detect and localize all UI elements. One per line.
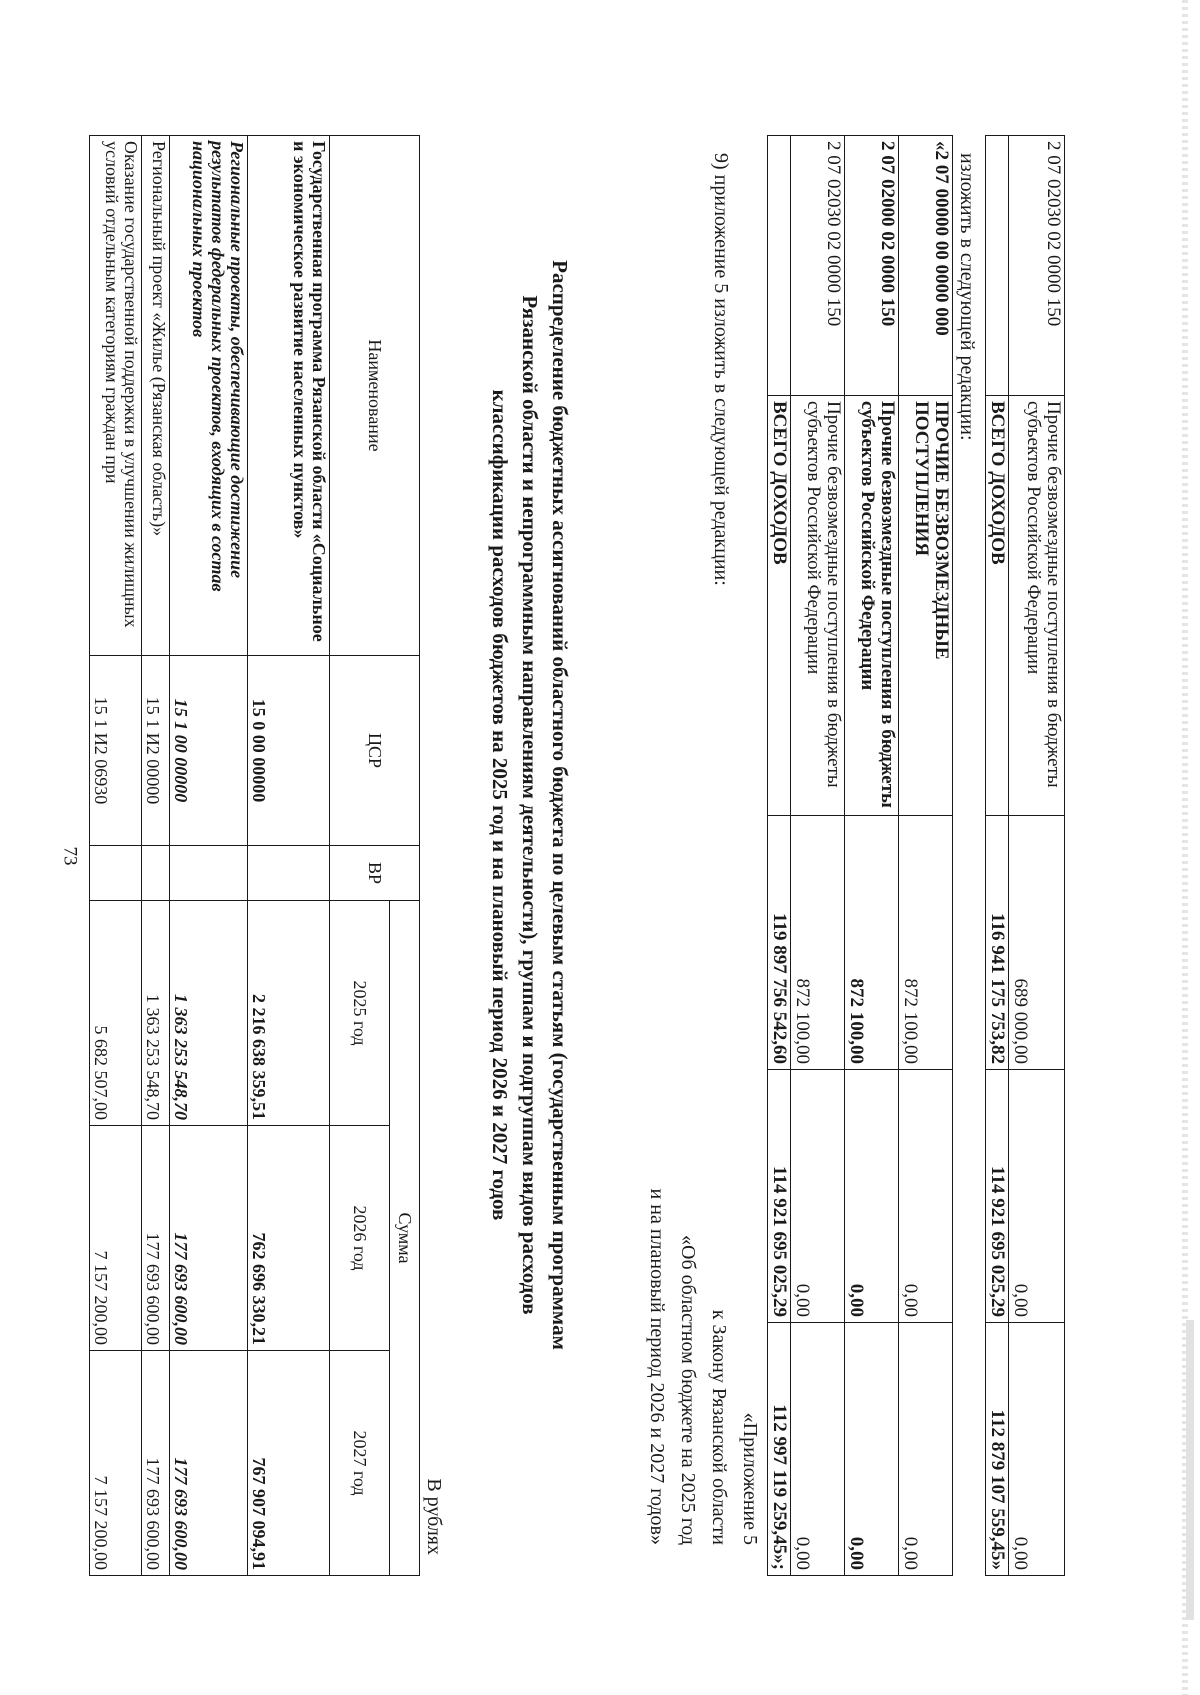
revenue-total-label: ВСЕГО ДОХОДОВ — [986, 396, 1009, 816]
revenue-2025: 872 100,00 — [899, 816, 953, 1070]
table-header-row — [390, 136, 420, 1576]
scan-margin-mark — [1186, 1320, 1194, 1620]
expense-name: Региональный проект «Жилье (Рязанская область)» — [142, 136, 170, 656]
expense-2027: 767 907 094,91 — [248, 1351, 330, 1576]
revenue-name: Прочие безвозмездные поступления в бюджеты субъектов Российской Федерации — [1009, 396, 1065, 816]
document-title — [485, 135, 575, 1475]
expense-2026: 7 157 200,00 — [90, 1126, 142, 1351]
revenue-2027: 0,00 — [1009, 1323, 1065, 1576]
header-vr: ВР — [330, 846, 420, 901]
revenue-total-2025: 119 897 756 542,60 — [768, 816, 791, 1070]
expense-name: Государственная программа Рязанской области «Социальное и экономическое развитие населенных пунктов» — [248, 136, 330, 656]
expense-name: Региональные проекты, обеспечивающие достижение результатов федеральных проектов, входящих в состав национальных проектов — [170, 136, 248, 656]
table-row — [986, 136, 1009, 1576]
revenue-code — [768, 136, 791, 396]
rotated-document-page — [0, 45, 1075, 1640]
header-2025: 2025 год — [330, 901, 390, 1126]
revenue-code: «2 07 00000 00 0000 000 — [899, 136, 953, 396]
header-2027: 2027 год — [330, 1351, 390, 1576]
expense-vr — [248, 846, 330, 901]
appendix-header — [641, 1145, 765, 1545]
expense-2027: 177 693 600,00 — [142, 1351, 170, 1576]
revenue-2025: 872 100,00 — [845, 816, 899, 1070]
expense-2025: 5 682 507,00 — [90, 901, 142, 1126]
revenue-code — [986, 136, 1009, 396]
table-row — [899, 136, 953, 1576]
expense-2026: 177 693 600,00 — [142, 1126, 170, 1351]
expense-2027: 177 693 600,00 — [170, 1351, 248, 1576]
revenue-2026: 0,00 — [899, 1070, 953, 1323]
revenue-2027: 0,00 — [845, 1323, 899, 1576]
title-line-1: Распределение бюджетных ассигнований областного бюджета по целевым статьям (государственным программам — [548, 260, 572, 1350]
revenue-2025: 872 100,00 — [791, 816, 845, 1070]
expense-csr: 15 1 И2 06930 — [90, 656, 142, 846]
header-csr: ЦСР — [330, 656, 420, 846]
appendix-line-4: и на плановый период 2026 и 2027 годов» — [646, 1188, 668, 1545]
page-number: 73 — [59, 846, 81, 866]
appendix-line-2: к Закону Рязанской области — [708, 1309, 730, 1545]
revenue-2025: 689 000,00 — [1009, 816, 1065, 1070]
revenue-2027: 0,00 — [791, 1323, 845, 1576]
appendix-line-3: «Об областном бюджете на 2025 год — [677, 1235, 699, 1545]
unit-label: В рублях — [423, 1478, 445, 1555]
table-row — [845, 136, 899, 1576]
revenue-name: Прочие безвозмездные поступления в бюджеты субъектов Российской Федерации — [845, 396, 899, 816]
appendix-line-1: «Приложение 5 — [739, 1412, 761, 1545]
revenue-total-2027: 112 997 119 259,45»; — [768, 1323, 791, 1576]
revenue-name: Прочие безвозмездные поступления в бюджеты субъектов Российской Федерации — [791, 396, 845, 816]
expense-2026: 177 693 600,00 — [170, 1126, 248, 1351]
expense-2025: 1 363 253 548,70 — [170, 901, 248, 1126]
expense-2025: 1 363 253 548,70 — [142, 901, 170, 1126]
expense-vr — [170, 846, 248, 901]
expense-vr — [90, 846, 142, 901]
expense-vr — [142, 846, 170, 901]
revenue-2026: 0,00 — [1009, 1070, 1065, 1323]
revenue-name: ПРОЧИЕ БЕЗВОЗМЕЗДНЫЕ ПОСТУПЛЕНИЯ — [899, 396, 953, 816]
expense-table — [89, 135, 420, 1576]
table-row — [768, 136, 791, 1576]
expense-name: Оказание государственной поддержки в улучшении жилищных условий отдельным категориям граждан при — [90, 136, 142, 656]
revenue-total-2026: 114 921 695 025,29 — [768, 1070, 791, 1323]
revenue-table-old — [985, 135, 1065, 1576]
expense-2026: 762 696 330,21 — [248, 1126, 330, 1351]
expense-2027: 7 157 200,00 — [90, 1351, 142, 1576]
title-line-2: Рязанской области и непрограммным направлениям деятельности), группам и подгруппам видов расходов — [518, 295, 542, 1315]
revenue-table-new — [767, 135, 953, 1576]
table-row — [170, 136, 248, 1576]
expense-2025: 2 216 638 359,51 — [248, 901, 330, 1126]
revenue-total-2027: 112 879 107 559,45» — [986, 1323, 1009, 1576]
revenue-code: 2 07 02030 02 0000 150 — [791, 136, 845, 396]
caption-new-edition: изложить в следующей редакции: — [956, 153, 978, 441]
expense-csr: 15 0 00 00000 — [248, 656, 330, 846]
expense-csr: 15 1 И2 00000 — [142, 656, 170, 846]
revenue-total-2026: 114 921 695 025,29 — [986, 1070, 1009, 1323]
expense-csr: 15 1 00 00000 — [170, 656, 248, 846]
header-name: Наименование — [330, 136, 420, 656]
revenue-total-2025: 116 941 175 753,82 — [986, 816, 1009, 1070]
revenue-2026: 0,00 — [845, 1070, 899, 1323]
table-row — [791, 136, 845, 1576]
revenue-2027: 0,00 — [899, 1323, 953, 1576]
header-sum: Сумма — [390, 901, 420, 1576]
table-row — [142, 136, 170, 1576]
table-row — [248, 136, 330, 1576]
revenue-code: 2 07 02030 02 0000 150 — [1009, 136, 1065, 396]
revenue-total-label: ВСЕГО ДОХОДОВ — [768, 396, 791, 816]
item-9-text: 9) приложение 5 изложить в следующей редакции: — [710, 153, 732, 586]
table-row — [90, 136, 142, 1576]
header-2026: 2026 год — [330, 1126, 390, 1351]
table-row — [1009, 136, 1065, 1576]
title-line-3: классификации расходов бюджетов на 2025 год и на плановый период 2026 и 2027 годов — [488, 389, 512, 1221]
revenue-2026: 0,00 — [791, 1070, 845, 1323]
revenue-code: 2 07 02000 02 0000 150 — [845, 136, 899, 396]
